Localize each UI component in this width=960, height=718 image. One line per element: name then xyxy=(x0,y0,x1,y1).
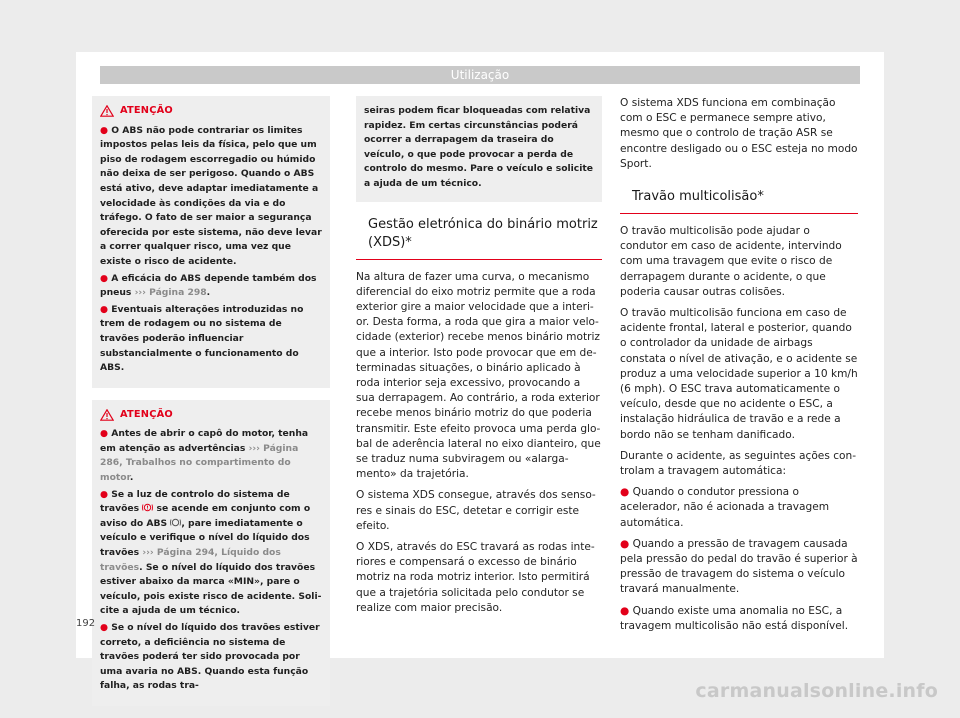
warning-item: ● Se o nível do líquido dos travões estiver correto, a deficiência no sistema de travões poderá ter sido provocada por uma avaria no ABS. Quando esta função falha, as rodas tra- xyxy=(100,622,320,692)
warning-triangle-icon xyxy=(100,105,114,117)
paragraph: O travão multicolisão pode ajudar o condutor em caso de acidente, intervindo com uma travagem que evite o risco de derrapagem durante o acidente, o que poderia causar outras colisões. xyxy=(620,225,842,298)
warning-item: ● Se a luz de controlo do sistema de travões se acende em conjunto com o aviso do ABS , pare imediatamente o veículo e verifique o nível do líquido dos travões ››› Página 294, Líquido dos travões. Se o nível do líquido dos travões estiver abaixo da marca «MIN», pare o veículo, pois existe risco de acidente. Solicite a ajuda de um técnico. xyxy=(100,488,322,617)
warning-item: ● Antes de abrir o capô do motor, tenha em atenção as advertências ››› Página 286, Trabalhos no compartimento do motor. xyxy=(100,428,309,484)
warning-triangle-icon xyxy=(100,409,114,421)
bullet-icon: ● xyxy=(100,488,109,500)
list-item: ● Quando o condutor pressiona o acelerador, não é acionada a travagem automática. xyxy=(620,486,830,529)
bullet-icon: ● xyxy=(100,272,109,284)
page-number: 192 xyxy=(76,618,96,629)
paragraph: O sistema XDS consegue, através dos sensores e sinais do ESC, detetar e corrigir este efeito. xyxy=(356,489,596,532)
section-heading-xds: Gestão eletrónica do binário motriz (XDS)* xyxy=(356,216,602,260)
warning-continuation-text: seiras podem ficar bloqueadas com relativa rapidez. Em certas circunstâncias poderá ocorrer a derrapagem da traseira do veículo, o que pode provocar a perda de controlo do mesmo. Pare o veículo e solicite a ajuda de um técnico. xyxy=(364,105,594,189)
warning-header xyxy=(100,104,322,119)
warning-item: ● O ABS não pode contrariar os limites impostos pelas leis da física, pelo que um piso de rodagem escorregadio ou húmido não deixa de ser perigoso. Quando o ABS está ativo, deve adaptar imediatamente a velocidade às condições da via e do tráfego. O fato de ser maior a segurança oferecida por este sistema, não deve levar a correr qualquer risco, uma vez que existe o risco de acidente. xyxy=(100,124,322,267)
ref-arrow-icon: ››› xyxy=(134,287,146,299)
list-item: ● Quando existe uma anomalia no ESC, a travagem multicolisão não está disponível. xyxy=(620,604,849,632)
warning-item: ● A eficácia do ABS depende também dos pneus ››› Página 298. xyxy=(100,272,317,299)
paragraph: Durante o acidente, as seguintes ações controlam a travagem automática: xyxy=(620,449,857,478)
bullet-icon: ● xyxy=(620,486,630,499)
page-reference-link[interactable]: Página 286, Trabalhos no compartimento do motor xyxy=(100,442,299,484)
bullet-icon: ● xyxy=(620,604,630,617)
section-body-xds xyxy=(356,270,602,616)
warning-box-abs xyxy=(92,96,330,388)
column-right xyxy=(620,96,858,640)
paragraph: O XDS, através do ESC travará as rodas interiores e compensará o excesso de binário motriz na roda motriz interior. Isto permitirá que a trajetória solicitada pelo condutor se realize com maior precisão. xyxy=(356,541,595,614)
bullet-icon: ● xyxy=(100,622,109,633)
warning-header xyxy=(100,408,322,423)
bullet-icon: ● xyxy=(620,537,630,550)
bullet-icon: ● xyxy=(100,303,109,315)
warning-box-continuation xyxy=(356,96,602,202)
paragraph: O sistema XDS funciona em combinação com o ESC e permanece sempre ativo, mesmo que o controlo de tração ASR se encontre desligado ou o ESC esteja no modo Sport. xyxy=(620,97,858,170)
ref-arrow-icon: ››› xyxy=(142,547,154,559)
section-intro xyxy=(620,96,858,172)
warning-box-brakes xyxy=(92,400,330,706)
page-header: Utilização xyxy=(100,66,860,84)
brake-warning-light-icon xyxy=(142,503,153,512)
paragraph: Na altura de fazer uma curva, o mecanismo diferencial do eixo motriz permite que a roda exterior gire a maior velocidade que a interior. Desta forma, a roda que gira a maior velocidade (exterior) recebe menos binário motriz que a interior. Isto pode provocar que em determinadas situações, o binário aplicado à roda interior seja excessivo, provocando a sua derrapagem. Ao contrário, a roda exterior recebe menos binário motriz do que poderia transmitir. Este efeito provoca uma perda global de aderência lateral no eixo dianteiro, que se traduz numa subviragem ou «alargamento» da trajetória. xyxy=(356,270,601,481)
section-heading-multicollision: Travão multicolisão* xyxy=(620,188,858,214)
warning-title: ATENÇÃO xyxy=(120,408,173,420)
abs-warning-light-icon xyxy=(170,518,181,527)
section-body-multicollision xyxy=(620,224,858,634)
column-middle xyxy=(356,96,602,622)
watermark: carmanualsonline.info xyxy=(695,680,938,702)
warning-title: ATENÇÃO xyxy=(120,105,173,116)
warning-item: ● Eventuais alterações introduzidas no trem de rodagem ou no sistema de travões poderão influenciar substancialmente o funcionamento do ABS. xyxy=(100,303,304,374)
page-reference-link[interactable]: Página 294, Líquido dos travões xyxy=(100,547,281,573)
bullet-icon: ● xyxy=(100,428,109,440)
bullet-icon: ● xyxy=(100,124,109,136)
column-left xyxy=(92,96,330,718)
list-item: ● Quando a pressão de travagem causada pela pressão do pedal do travão é superior à pressão de travagem do sistema o veículo travará manualmente. xyxy=(620,537,858,596)
paragraph: O travão multicolisão funciona em caso de acidente frontal, lateral e posterior, quando o controlador da unidade de airbags constata o nível de ativação, e o acidente se produz a uma velocidade superior a 10 km/h (6 mph). O ESC trava automaticamente o veículo, desde que no acidente o ESC, a instalação hidráulica de travão e a rede a bordo não se tenham danificado. xyxy=(620,307,858,441)
page-reference-link[interactable]: Página 298 xyxy=(149,287,207,299)
ref-arrow-icon: ››› xyxy=(248,442,260,454)
